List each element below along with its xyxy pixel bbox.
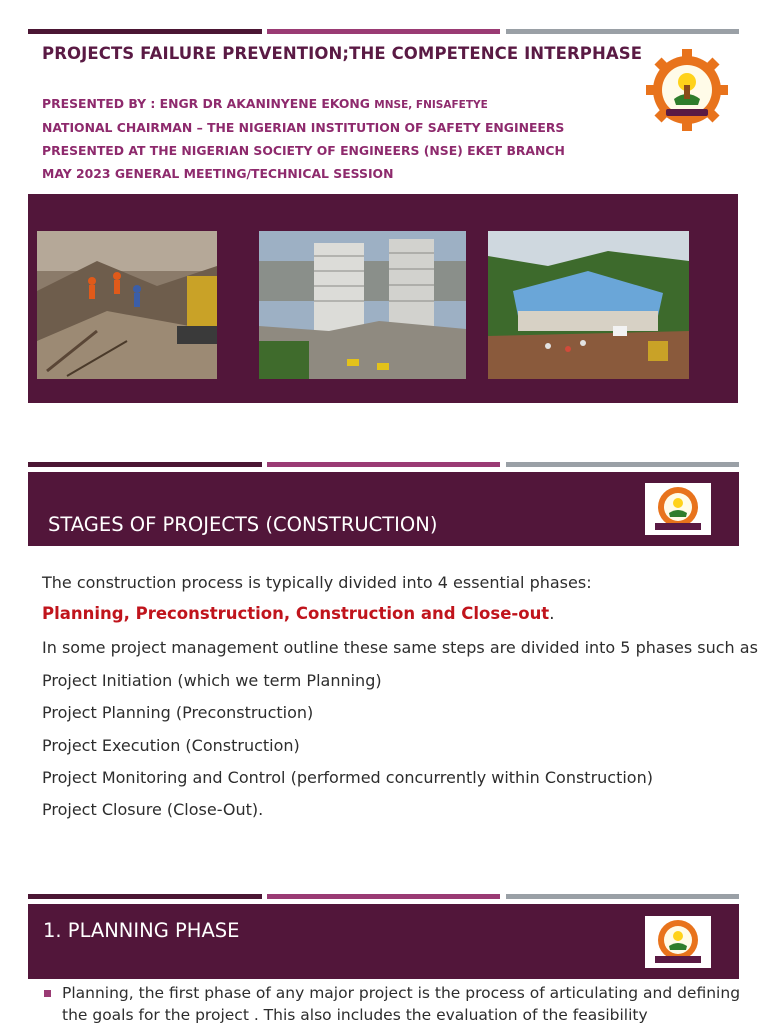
towers-collapse-photo — [259, 231, 466, 379]
divider-bar-gray — [506, 894, 739, 899]
phase-item: Project Monitoring and Control (performed concurrently within Construction) — [42, 768, 653, 787]
nisafetye-logo-small — [645, 483, 711, 535]
phase-item: Project Execution (Construction) — [42, 736, 300, 755]
phases-highlight-text: Planning, Preconstruction, Construction and Close-out — [42, 604, 550, 623]
divider-bar-magenta — [267, 462, 500, 467]
slide3-title: 1. PLANNING PHASE — [43, 919, 240, 942]
planning-bullet-text: Planning, the first phase of any major project is the process of articulating and defining the goals for the project . This also includes the evaluation of the feasibility — [62, 984, 741, 1024]
presenter-credentials: MNSE, FNISAFETYE — [374, 99, 488, 111]
divider-bar-magenta — [267, 29, 500, 34]
intro-text: The construction process is typically divided into 4 essential phases: — [42, 573, 592, 592]
divider-bar-gray — [506, 462, 739, 467]
slide2-title: STAGES OF PROJECTS (CONSTRUCTION) — [48, 513, 438, 536]
date-line: MAY 2023 GENERAL MEETING/TECHNICAL SESSION — [42, 166, 394, 181]
chairman-line: NATIONAL CHAIRMAN – THE NIGERIAN INSTITUTION OF SAFETY ENGINEERS — [42, 120, 565, 135]
bullet-marker — [44, 990, 51, 997]
slide2-header-band — [28, 472, 739, 546]
slide3-header-band — [28, 904, 739, 979]
divider-bar-dark — [28, 29, 262, 34]
slide1-title: PROJECTS FAILURE PREVENTION;THE COMPETENCE INTERPHASE — [42, 44, 643, 63]
presenter-line — [42, 96, 488, 111]
phases-highlight — [42, 604, 554, 623]
phase-item: Project Initiation (which we term Planning) — [42, 671, 382, 690]
phases-period: . — [549, 604, 555, 623]
venue-line: PRESENTED AT THE NIGERIAN SOCIETY OF ENGINEERS (NSE) EKET BRANCH — [42, 143, 565, 158]
church-collapse-photo — [488, 231, 689, 379]
divider-bar-dark — [28, 462, 262, 467]
collapse-rescue-photo — [37, 231, 217, 379]
phase-item: Project Closure (Close-Out). — [42, 800, 264, 819]
divider-bar-gray — [506, 29, 739, 34]
nisafetye-logo-small — [645, 916, 711, 968]
presenter-name: PRESENTED BY : ENGR DR AKANINYENE EKONG — [42, 96, 375, 111]
divider-bar-magenta — [267, 894, 500, 899]
phase-item: Project Planning (Preconstruction) — [42, 703, 314, 722]
outline-note: In some project management outline these same steps are divided into 5 phases such as — [42, 638, 758, 657]
nisafetye-gear-logo — [644, 47, 730, 133]
divider-bar-dark — [28, 894, 262, 899]
